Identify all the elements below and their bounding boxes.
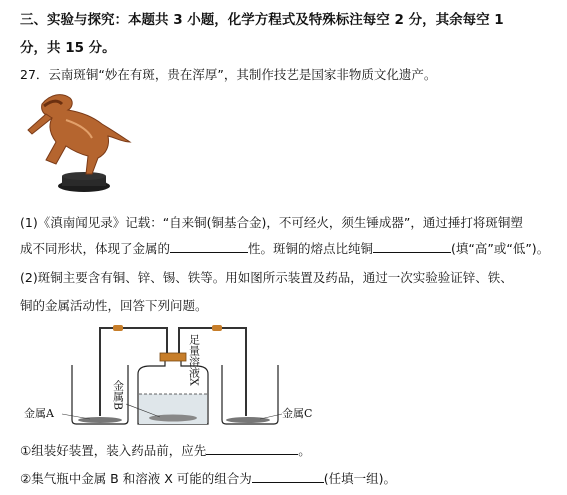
q1-text-c: (填“高”或“低”)。 <box>451 241 550 256</box>
bottle-stopper <box>160 353 186 361</box>
rubber-joint-right <box>212 325 222 331</box>
label-metal-b: 金属B <box>111 380 125 411</box>
answer-blank-4[interactable] <box>252 470 324 483</box>
q1-text-b: 性。斑铜的熔点比纯铜 <box>248 241 374 256</box>
right-beaker <box>222 365 278 424</box>
section-heading-line2: 分，共 15 分。 <box>20 40 116 56</box>
question-27-intro: 27．云南斑铜“妙在有斑，贵在浑厚”，其制作技艺是国家非物质文化遗产。 <box>20 67 437 82</box>
sub1-text-a: ①组装好装置，装入药品前，应先 <box>20 443 207 458</box>
sub1-text-b: 。 <box>298 443 311 458</box>
answer-blank-1[interactable] <box>170 240 248 253</box>
q1-text-a: 成不同形状，体现了金属的 <box>20 241 171 256</box>
sub2-text-b: (任填一组)。 <box>323 471 397 486</box>
sub-question-2 <box>20 469 396 487</box>
bronze-horse-image <box>22 90 142 195</box>
sub2-text-a: ②集气瓶中金属 B 和溶液 X 可能的组合为 <box>20 471 252 486</box>
answer-blank-3[interactable] <box>206 442 298 455</box>
sub-question-1 <box>20 441 311 459</box>
q2-line1: (2)斑铜主要含有铜、锌、锡、铁等。用如图所示装置及药品，通过一次实验验证锌、铁、 <box>20 270 513 285</box>
label-metal-a: 金属A <box>24 407 54 420</box>
q1-line1: (1)《滇南闻见录》记载：“自来铜(铜基合金)，不可经火，须生锤成器”，通过捶打将斑铜塑 <box>20 215 523 230</box>
experiment-apparatus-diagram <box>20 320 340 435</box>
metal-c-sample <box>226 417 270 423</box>
section-heading-line1: 三、实验与探究：本题共 3 小题，化学方程式及特殊标注每空 2 分，其余每空 1 <box>20 12 504 28</box>
q2-line2: 铜的金属活动性，回答下列问题。 <box>20 298 208 313</box>
q1-line2 <box>20 239 549 257</box>
label-solution-x: 足量溶液X <box>187 334 201 386</box>
label-metal-c: 金属C <box>282 407 313 420</box>
rubber-joint-left <box>113 325 123 331</box>
answer-blank-2[interactable] <box>373 240 451 253</box>
